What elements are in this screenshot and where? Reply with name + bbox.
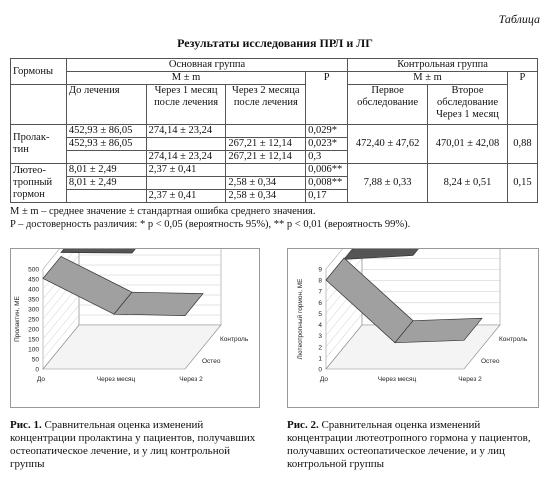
figure-2-caption-label: Рис. 2.: [287, 419, 319, 431]
table-cell: [226, 125, 306, 138]
table-cell: 0,15: [507, 164, 537, 203]
table-cell: 274,14 ± 23,24: [146, 151, 226, 164]
y-tick-label: 400: [28, 286, 39, 294]
table-cell: 2,37 ± 0,41: [146, 164, 226, 177]
lh-chart-svg: [288, 249, 538, 407]
col-1month-header: Через 1 месяц после лечения: [146, 85, 226, 125]
table-cell: 7,88 ± 0,33: [348, 164, 428, 203]
table-header-row-3: [11, 85, 538, 125]
figure-1-caption-label: Рис. 1.: [10, 419, 42, 431]
figure-1-caption: [10, 419, 264, 471]
table-cell: 2,37 ± 0,41: [146, 190, 226, 203]
table-cell: [66, 190, 146, 203]
y-tick-label: 350: [28, 296, 39, 304]
table-row: [11, 164, 538, 177]
x-category-label: До: [36, 376, 45, 383]
figure-1-caption-text: Сравнительная оценка изменений концентрации пролактина у пациентов, получавших остеопатическое лечение, и у лиц контрольной группы: [10, 419, 256, 470]
table-cell: 0,17: [306, 190, 348, 203]
series-depth-label: Контроль: [499, 336, 528, 343]
table-cell: 267,21 ± 12,14: [226, 138, 306, 151]
series-ribbon: [61, 249, 150, 253]
table-cell: 8,01 ± 2,49: [66, 164, 146, 177]
series-depth-label: Остео: [481, 358, 500, 365]
y-tick-label: 6: [318, 299, 322, 307]
y-tick-label: 0: [35, 366, 39, 374]
figure-2-caption: [287, 419, 541, 471]
col-first-header: Первое обследование: [348, 85, 428, 125]
y-tick-label: 2: [318, 344, 322, 352]
main-group-header: Основная группа: [66, 59, 347, 72]
y-tick-label: 450: [28, 276, 39, 284]
table-cell: [226, 164, 306, 177]
table-cell: 0,023*: [306, 138, 348, 151]
table-cell: 2,58 ± 0,34: [226, 190, 306, 203]
table-cell: [146, 138, 226, 151]
y-tick-label: 5: [318, 310, 322, 318]
y-axis-label: Пролактин, МЕ: [14, 296, 21, 342]
table-cell: 8,01 ± 2,49: [66, 177, 146, 190]
table-cell: 8,24 ± 0,51: [428, 164, 508, 203]
table-row: [11, 125, 538, 138]
table-cell: 472,40 ± 47,62: [348, 125, 428, 164]
table-cell: [66, 151, 146, 164]
y-tick-label: 250: [28, 316, 39, 324]
table-cell: 274,14 ± 23,24: [146, 125, 226, 138]
table-cell: 0,3: [306, 151, 348, 164]
series-depth-label: Остео: [202, 358, 221, 365]
lh-label: Лютео-тропный гормон: [11, 164, 67, 203]
results-table: [10, 58, 538, 203]
control-group-header: Контрольная группа: [348, 59, 538, 72]
y-tick-label: 200: [28, 326, 39, 334]
table-cell: 452,93 ± 86,05: [66, 138, 146, 151]
table-cell: 0,008**: [306, 177, 348, 190]
y-tick-label: 3: [318, 333, 322, 341]
main-p-header: P: [306, 72, 348, 125]
figure-2-chart: [287, 248, 539, 408]
x-category-label: До: [319, 376, 328, 383]
hormones-header-spacer: [11, 85, 67, 125]
table-cell: 452,93 ± 86,05: [66, 125, 146, 138]
table-cell: 0,88: [507, 125, 537, 164]
x-category-label: Через месяц: [96, 376, 136, 383]
y-tick-label: 1: [318, 355, 322, 363]
hormones-header: Гормоны: [11, 59, 67, 85]
table-label: Таблица: [498, 12, 540, 26]
table-cell: 470,01 ± 42,08: [428, 125, 508, 164]
chart-floor: [43, 325, 221, 369]
prolactin-chart-svg: [11, 249, 259, 407]
control-p-header: P: [507, 72, 537, 125]
y-tick-label: 100: [28, 346, 39, 354]
col-second-header: Второе обследование Через 1 месяц: [428, 85, 508, 125]
x-category-label: Через 2: [179, 376, 203, 383]
note-mean: M ± m – среднее значение ± стандартная ошибка среднего значения.: [10, 206, 316, 217]
y-tick-label: 0: [318, 366, 322, 374]
x-category-label: Через 2: [458, 376, 482, 383]
table-header-row-2: [11, 72, 538, 85]
table-cell: 267,21 ± 12,14: [226, 151, 306, 164]
prolactin-label: Пролак-тин: [11, 125, 67, 164]
series-ribbon: [344, 249, 431, 259]
y-tick-label: 8: [318, 277, 322, 285]
table-cell: 0,029*: [306, 125, 348, 138]
y-tick-label: 7: [318, 288, 322, 296]
x-category-label: Через месяц: [377, 376, 417, 383]
main-mean-header: M ± m: [66, 72, 305, 85]
note-significance: P – достоверность различия: * p < 0,05 (вероятность 95%), ** p < 0,01 (вероятность 99%).: [10, 219, 411, 230]
y-tick-label: 4: [318, 322, 322, 330]
y-tick-label: 300: [28, 306, 39, 314]
control-mean-header: M ± m: [348, 72, 508, 85]
y-axis-label: Лютеотропный гормон, МЕ: [297, 278, 304, 360]
table-header-row-1: [11, 59, 538, 72]
figure-1-chart: [10, 248, 260, 408]
y-tick-label: 50: [31, 356, 39, 364]
table-cell: 0,006**: [306, 164, 348, 177]
col-2month-header: Через 2 месяца после лечения: [226, 85, 306, 125]
col-before-header: До лечения: [66, 85, 146, 125]
table-title: Результаты исследования ПРЛ и ЛГ: [177, 36, 373, 50]
table-cell: [146, 177, 226, 190]
figure-2-caption-text: Сравнительная оценка изменений концентрации лютеотропного гормона у пациентов, получавших остеопатическое лечение, и у лиц контрольной группы: [287, 419, 531, 470]
series-depth-label: Контроль: [220, 336, 249, 343]
table-notes: [10, 205, 410, 231]
table-cell: 2,58 ± 0,34: [226, 177, 306, 190]
y-tick-label: 500: [28, 266, 39, 274]
y-tick-label: 150: [28, 336, 39, 344]
y-tick-label: 9: [318, 266, 322, 274]
